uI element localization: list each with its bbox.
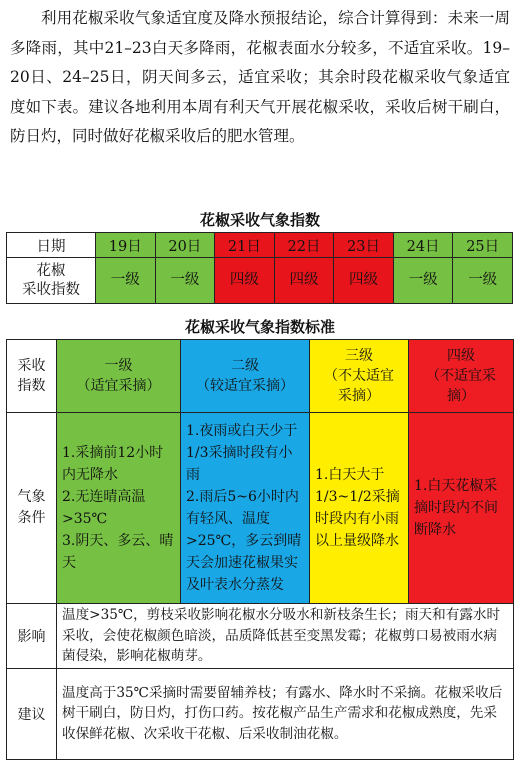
advice-row xyxy=(7,668,514,759)
date-cell: 22日 xyxy=(274,233,334,258)
level-cell: 一级 xyxy=(453,258,513,304)
level-row xyxy=(7,258,513,304)
date-row xyxy=(7,233,513,258)
level-desc: （不太适宜 采摘） xyxy=(324,368,394,404)
date-cell: 21日 xyxy=(215,233,275,258)
conditions-row xyxy=(7,413,514,604)
level-name: 一级 xyxy=(104,358,133,374)
level-desc: （较适宜采摘） xyxy=(196,378,294,394)
level-name: 三级 xyxy=(345,348,373,364)
harvest-index-table xyxy=(6,232,513,304)
forecast-paragraph: 利用花椒采收气象适宜度及降水预报结论，综合计算得到：未来一周多降雨，其中21–23白天多降雨，花椒表面水分较多，不适宜采收。19–20日、24–25日，阴天间多云，适宜采收；其余时段花椒采收气象适宜度如下表。建议各地利用本周有利天气开展花椒采收，采收后树干刷白，防日灼，同时做好花椒采收后的肥水管理。 xyxy=(10,9,510,145)
level-desc: （不适宜采 摘） xyxy=(426,368,496,404)
level-4-conditions: 1.白天花椒采摘时段内不间断降水 xyxy=(409,413,514,604)
conditions-label: 气象 条件 xyxy=(7,413,57,604)
level-1-header xyxy=(57,340,181,413)
impact-text: 温度>35℃，剪枝采收影响花椒水分吸水和新枝条生长；雨天和有露水时采收，会使花椒颜色暗淡，品质降低甚至变黑发霉；花椒剪口易被雨水病菌侵染，影响花椒萌芽。 xyxy=(57,604,514,669)
date-cell: 25日 xyxy=(453,233,513,258)
level-3-conditions: 1.白天大于1/3~1/2采摘时段内有小雨以上量级降水 xyxy=(310,413,409,604)
date-cell: 19日 xyxy=(96,233,156,258)
level-desc: （适宜采摘） xyxy=(76,378,161,394)
impact-row xyxy=(7,604,514,669)
date-row-label: 日期 xyxy=(7,233,96,258)
level-cell: 四级 xyxy=(274,258,334,304)
level-2-conditions: 1.夜雨或白天少于1/3采摘时段有小雨 2.雨后5~6小时内有轻风、温度>25℃，多云到晴天会加速花椒果实及叶表水分蒸发 xyxy=(181,413,310,604)
date-cell: 23日 xyxy=(334,233,394,258)
level-header-row xyxy=(7,340,514,413)
advice-label: 建议 xyxy=(7,668,57,759)
level-cell: 一级 xyxy=(96,258,156,304)
level-name: 四级 xyxy=(447,348,475,364)
standard-table-title: 花椒采收气象指数标准 xyxy=(184,318,335,336)
advice-text: 温度高于35℃采摘时需要留辅养枝；有露水、降水时不采摘。花椒采收后树干刷白，防日灼，打伤口药。按花椒产品生产需求和花椒成熟度，先采收保鲜花椒、次采收干花椒、后采收制油花椒。 xyxy=(57,668,514,759)
level-cell: 一级 xyxy=(155,258,215,304)
level-4-header xyxy=(409,340,514,413)
level-3-header xyxy=(310,340,409,413)
index-table-title: 花椒采收气象指数 xyxy=(199,211,320,229)
level-cell: 一级 xyxy=(393,258,453,304)
harvest-standard-table xyxy=(6,339,514,760)
date-cell: 24日 xyxy=(393,233,453,258)
level-1-conditions: 1.采摘前12小时内无降水 2.无连晴高温>35℃ 3.阴天、多云、晴天 xyxy=(57,413,181,604)
date-cell: 20日 xyxy=(155,233,215,258)
impact-label: 影响 xyxy=(7,604,57,669)
level-name: 二级 xyxy=(231,358,259,374)
level-cell: 四级 xyxy=(215,258,275,304)
level-2-header xyxy=(181,340,310,413)
header-label: 采收 指数 xyxy=(7,340,57,413)
level-cell: 四级 xyxy=(334,258,394,304)
level-row-label: 花椒 采收指数 xyxy=(7,258,96,304)
